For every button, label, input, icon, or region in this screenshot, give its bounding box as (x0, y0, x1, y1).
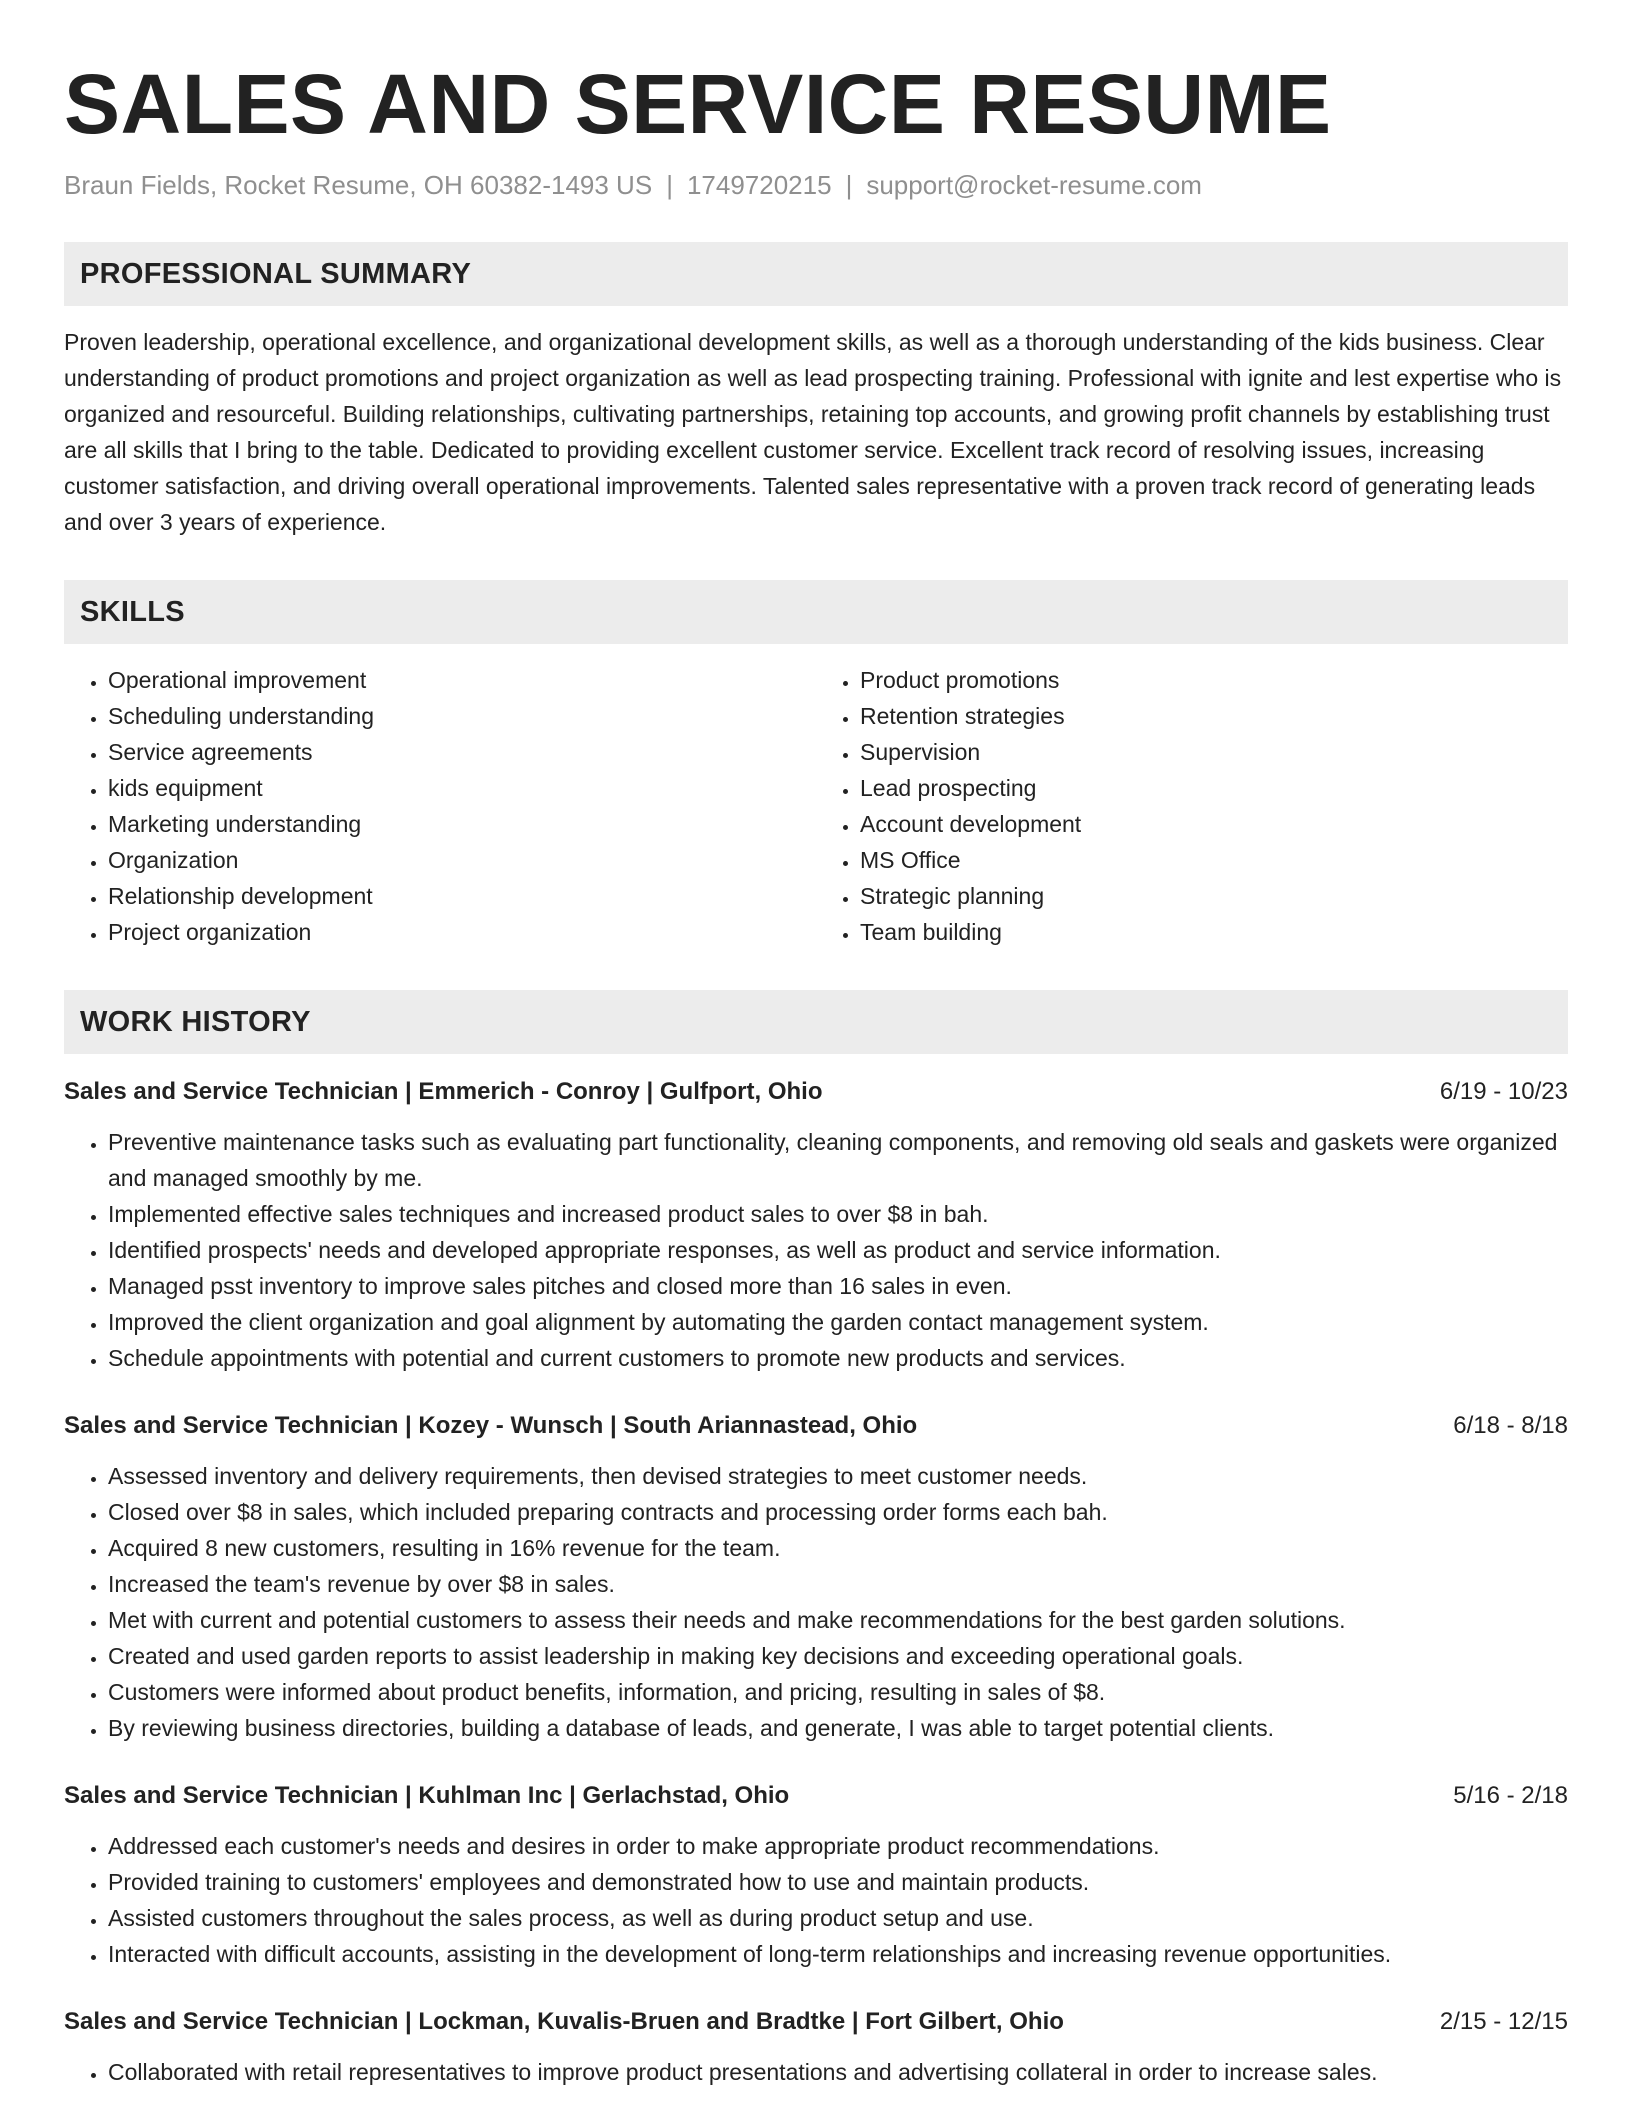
job-title: Sales and Service Technician | Emmerich - Conroy | Gulfport, Ohio (64, 1078, 823, 1105)
job-header (64, 2004, 1568, 2040)
job-bullet: • Acquired 8 new customers, resulting in 16% revenue for the team. (108, 1530, 1568, 1566)
skill-item: • Organization (108, 842, 816, 878)
skill-item: • MS Office (860, 842, 1568, 878)
contact-separator: | (666, 170, 673, 200)
job-dates: 5/16 - 2/18 (1453, 1782, 1568, 1809)
job-header (64, 1074, 1568, 1110)
skill-item: • Strategic planning (860, 878, 1568, 914)
job-header (64, 1778, 1568, 1814)
skills-list (64, 662, 1568, 950)
contact-address: Braun Fields, Rocket Resume, OH 60382-1493 US (64, 170, 653, 200)
job-bullets (64, 1828, 1568, 1972)
section-heading-work: WORK HISTORY (64, 990, 1568, 1054)
skill-item: • Relationship development (108, 878, 816, 914)
page-title: SALES AND SERVICE RESUME (64, 57, 1332, 151)
job-entry (64, 2004, 1568, 2090)
job-bullet: • Met with current and potential customers to assess their needs and make recommendations for the best garden solutions. (108, 1602, 1568, 1638)
job-bullet: • Assisted customers throughout the sales process, as well as during product setup and use. (108, 1900, 1568, 1936)
job-bullet: • Increased the team's revenue by over $8 in sales. (108, 1566, 1568, 1602)
skill-item: • Supervision (860, 734, 1568, 770)
skill-item: • Marketing understanding (108, 806, 816, 842)
job-bullet: • Collaborated with retail representatives to improve product presentations and advertising collateral in order to increase sales. (108, 2054, 1568, 2090)
job-bullets (64, 1458, 1568, 1746)
job-bullet: • Created and used garden reports to assist leadership in making key decisions and exceeding operational goals. (108, 1638, 1568, 1674)
job-entry (64, 1074, 1568, 1376)
job-bullets (64, 2054, 1568, 2090)
job-bullet: • By reviewing business directories, building a database of leads, and generate, I was able to target potential clients. (108, 1710, 1568, 1746)
job-bullet: • Interacted with difficult accounts, assisting in the development of long-term relationships and increasing revenue opportunities. (108, 1936, 1568, 1972)
section-heading-summary: PROFESSIONAL SUMMARY (64, 242, 1568, 306)
skill-item: • Product promotions (860, 662, 1568, 698)
job-bullet: • Assessed inventory and delivery requirements, then devised strategies to meet customer needs. (108, 1458, 1568, 1494)
job-bullet: • Schedule appointments with potential and current customers to promote new products and services. (108, 1340, 1568, 1376)
contact-phone: 1749720215 (686, 170, 832, 200)
skill-item: • Service agreements (108, 734, 816, 770)
job-bullet: • Customers were informed about product benefits, information, and pricing, resulting in sales of $8. (108, 1674, 1568, 1710)
job-title: Sales and Service Technician | Kuhlman Inc | Gerlachstad, Ohio (64, 1782, 790, 1809)
skill-item: • Operational improvement (108, 662, 816, 698)
skill-item: • kids equipment (108, 770, 816, 806)
skill-item: • Lead prospecting (860, 770, 1568, 806)
job-bullet: • Identified prospects' needs and developed appropriate responses, as well as product and service information. (108, 1232, 1568, 1268)
job-bullet: • Closed over $8 in sales, which included preparing contracts and processing order forms each bah. (108, 1494, 1568, 1530)
job-dates: 2/15 - 12/15 (1439, 2008, 1568, 2035)
contact-separator: | (845, 170, 853, 200)
job-title: Sales and Service Technician | Kozey - Wunsch | South Ariannastead, Ohio (64, 1412, 918, 1439)
job-bullets (64, 1124, 1568, 1376)
skills-column-right (816, 662, 1568, 950)
job-bullet: • Managed psst inventory to improve sales pitches and closed more than 16 sales in even. (108, 1268, 1568, 1304)
job-title: Sales and Service Technician | Lockman, Kuvalis-Bruen and Bradtke | Fort Gilbert, Ohio (64, 2008, 1064, 2035)
job-header (64, 1408, 1568, 1444)
job-bullet: • Provided training to customers' employees and demonstrated how to use and maintain products. (108, 1864, 1568, 1900)
job-dates: 6/19 - 10/23 (1439, 1078, 1568, 1105)
skills-column-left (64, 662, 816, 950)
skill-item: • Account development (860, 806, 1568, 842)
job-dates: 6/18 - 8/18 (1453, 1412, 1568, 1439)
skill-item: • Retention strategies (860, 698, 1568, 734)
summary-text: Proven leadership, operational excellence, and organizational development skills, as well as a thorough understanding of the kids business. Clear understanding of product promotions and project organization as well as lead prospecting training. Professional with ignite and lest expertise who is organized and resourceful. Building relationships, cultivating partnerships, retaining top accounts, and growing profit channels by establishing trust are all skills that I bring to the table. Dedicated to providing excellent customer service. Excellent track record of resolving issues, increasing customer satisfaction, and driving overall operational improvements. Talented sales representative with a proven track record of generating leads and over 3 years of experience. (64, 329, 1562, 535)
job-bullet: • Implemented effective sales techniques and increased product sales to over $8 in bah. (108, 1196, 1568, 1232)
job-bullet: • Preventive maintenance tasks such as evaluating part functionality, cleaning components, and removing old seals and gaskets were organized and managed smoothly by me. (108, 1124, 1568, 1196)
job-bullet: • Improved the client organization and goal alignment by automating the garden contact management system. (108, 1304, 1568, 1340)
skill-item: • Team building (860, 914, 1568, 950)
job-bullet: • Addressed each customer's needs and desires in order to make appropriate product recommendations. (108, 1828, 1568, 1864)
skill-item: • Scheduling understanding (108, 698, 816, 734)
contact-email: support@rocket-resume.com (866, 170, 1202, 200)
contact-line (64, 168, 1568, 202)
section-heading-skills: SKILLS (64, 580, 1568, 644)
job-entry (64, 1408, 1568, 1746)
job-entry (64, 1778, 1568, 1972)
skill-item: • Project organization (108, 914, 816, 950)
